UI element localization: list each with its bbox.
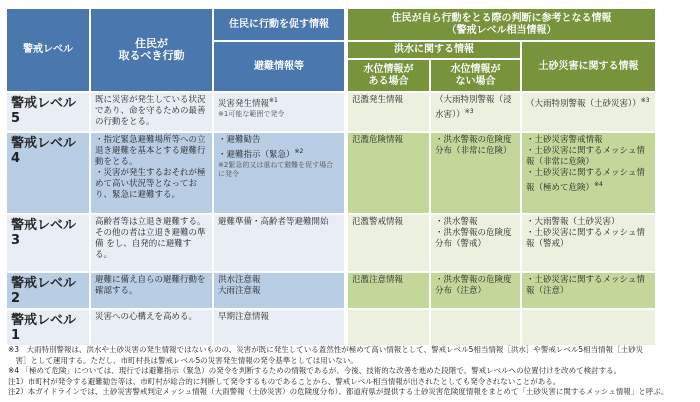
- action-cell: ・指定緊急避難場所等への立退き避難を基本とする避難行動をとる。 ・災害が発生するおそれが極めて高い状況等となっており、緊急に避難する。: [91, 133, 212, 213]
- footnote: ※4 「極めて危険」については、現行では避難指示（緊急）の発令を判断するための情報であるが、今後、技術的な改善を進めた段階で、警戒レベルへの位置付けを改めて検討する。: [8, 366, 622, 375]
- evac-cell: [214, 133, 344, 213]
- water-with-cell: [348, 310, 429, 345]
- footnote-ref: ※3: [464, 108, 474, 115]
- water-with-cell: 氾濫注意情報: [348, 273, 429, 308]
- action-cell: 既に災害が発生している状況であり、命を守るための最善の行動をとる。: [91, 93, 212, 131]
- level-label: 警戒レベル2: [7, 273, 89, 308]
- water-without-cell: [431, 93, 520, 131]
- header-water-without: 水位情報が ない場合: [431, 60, 520, 91]
- water-with-cell: 氾濫危険情報: [348, 133, 429, 213]
- header-prompt-info: 住民に行動を促す情報: [214, 9, 344, 40]
- level-label: 警戒レベル4: [7, 133, 89, 213]
- header-level: 警戒レベル: [7, 9, 89, 91]
- table-row-level1: [7, 310, 655, 345]
- sediment-cell: [522, 310, 655, 345]
- header-evac-info: 避難情報等: [214, 42, 344, 91]
- water-without-cell: ・洪水警報の危険度分布（注意）: [431, 273, 520, 308]
- evac-cell: 避難準備・高齢者等避難開始: [214, 215, 344, 271]
- level-label: 警戒レベル3: [7, 215, 89, 271]
- footnote: 注1）市町村が発令する避難勧告等は、市町村が総合的に判断して発令するものであることから、警戒レベル相当情報が出されたとしても発令されないことがある。: [8, 376, 561, 386]
- level-label: 警戒レベル5: [7, 93, 89, 131]
- sediment-cell: ・大雨警報（土砂災害） ・土砂災害に関するメッシュ情報（警戒）: [522, 215, 655, 271]
- water-without-cell: [431, 310, 520, 345]
- evac-cell: 早期注意情報: [214, 310, 344, 345]
- alert-level-table: [5, 7, 657, 347]
- sediment-text: （大雨特別警報（土砂災害））: [526, 98, 641, 109]
- evac-cell: [214, 93, 344, 131]
- evac-note: ※1可能な範囲で発令: [218, 109, 285, 118]
- evac-text: 災害発生情報: [218, 98, 270, 109]
- sediment-text: ・土砂災害警戒情報 ・土砂災害に関するメッシュ情報（非常に危険） ・土砂災害に関するメッシュ情報（極めて危険）: [526, 135, 645, 193]
- footnote: ※3 大雨特別警報は、洪水や土砂災害の発生情報ではないものの、災害が既に発生している蓋然性が極めて高い情報として、警戒レベル5相当情報［洪水］や警戒レベル5相当情報［土砂災: [8, 345, 644, 354]
- table-row-level2: [7, 273, 655, 308]
- header-reference-info: 住民が自ら行動をとる際の判断に参考となる情報 （警戒レベル相当情報）: [348, 9, 655, 40]
- sediment-cell: [522, 93, 655, 131]
- water-without-cell: ・洪水警報 ・洪水警報の危険度分布（警戒）: [431, 215, 520, 271]
- water-without-cell: ・洪水警報の危険度分布（非常に危険）: [431, 133, 520, 213]
- footnote-ref: ※4: [594, 181, 603, 188]
- level-label: 警戒レベル1: [7, 310, 89, 345]
- table-row-level5: [7, 93, 655, 131]
- evac-text: ・避難勧告 ・避難指示（緊急）: [218, 135, 295, 160]
- evac-note: ※2緊急的又は重ねて避難を促す場合に発令: [218, 160, 334, 178]
- footnote-ref: ※2: [294, 148, 304, 155]
- footnote-ref: ※3: [640, 97, 650, 104]
- action-cell: 避難に備え自らの避難行動を確認する。: [91, 273, 212, 308]
- header-water-with: 水位情報が ある場合: [348, 60, 429, 91]
- water-with-cell: 氾濫警戒情報: [348, 215, 429, 271]
- footnote: 害］として運用する。ただし、市町村長は警戒レベル5の災害発生情報の発令基準としては用いない。: [8, 355, 358, 365]
- header-sediment: 土砂災害に関する情報: [522, 42, 655, 91]
- footnote-ref: ※1: [269, 97, 278, 104]
- action-cell: 高齢者等は立退き避難する。その他の者は立退き避難の準備 をし、自発的に避難する。: [91, 215, 212, 271]
- sediment-cell: [522, 133, 655, 213]
- table-row-level4: [7, 133, 655, 213]
- water-without-text: （大雨特別警報（浸水害））: [435, 95, 512, 120]
- footnotes: [8, 345, 698, 398]
- sediment-cell: ・土砂災害に関するメッシュ情報（注意）: [522, 273, 655, 308]
- footnote: 注2）本ガイドラインでは、土砂災害警戒判定メッシュ情報（大雨警報（土砂災害）の危険度分布）、都道府県が提供する土砂災害危険度情報をまとめて「土砂災害に関するメッシュ情報」と呼ぶ。: [8, 387, 669, 396]
- header-action: 住民が 取るべき行動: [91, 9, 212, 91]
- evac-cell: 洪水注意報 大雨注意報: [214, 273, 344, 308]
- table-row-level3: [7, 215, 655, 271]
- action-cell: 災害への心構えを高める。: [91, 310, 212, 345]
- header-flood-info: 洪水に関する情報: [348, 42, 520, 58]
- water-with-cell: 氾濫発生情報: [348, 93, 429, 131]
